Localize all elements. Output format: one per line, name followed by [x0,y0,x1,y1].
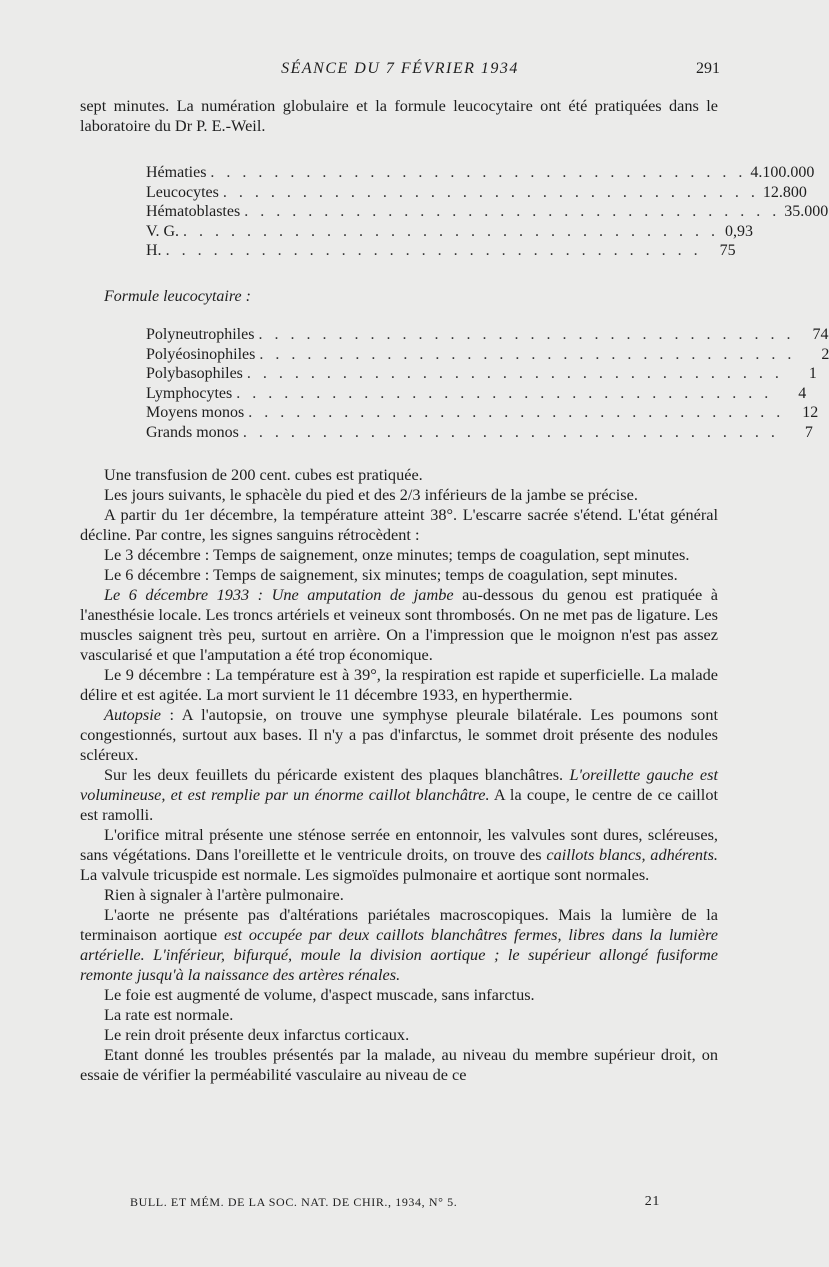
paragraph: Les jours suivants, le sphacèle du pied et des 2/3 inférieurs de la jambe se précise. [104,485,638,504]
paragraph: Le 3 décembre : Temps de saignement, onze minutes; temps de coagulation, sept minutes. [104,545,690,564]
row-label: Leucocytes [146,183,219,201]
table-row [146,241,736,261]
row-value: 4.100.000 [750,164,815,181]
table-row [146,202,829,222]
paragraph-text: L'orifice mitral présente une sténose serrée en entonnoir, les valvules sont dures, scléreuses, sans végétations. Dans l'oreillette et le ventricule droits, on trouve des [80,825,718,864]
formule-heading: Formule leucocytaire : [104,288,251,305]
leader-dots: . . . . . . . . . . . . . . . . . . . . . . . . . . . . . . . . . . [258,326,795,343]
header-title: SÉANCE DU 7 FÉVRIER 1934 [281,60,519,77]
paragraph: A partir du 1er décembre, la température atteint 38°. L'escarre sacrée s'étend. L'état général décline. Par contre, les signes sanguins rétrocèdent : [80,505,718,544]
leader-dots: . . . . . . . . . . . . . . . . . . . . . . . . . . . . . . . . . . [246,365,783,383]
leader-dots: . . . . . . . . . . . . . . . . . . . . . . . . . . . . . . . . . . [242,423,779,441]
paragraph-text: Sur les deux feuillets du péricarde existent des plaques blanchâtres. [104,765,570,784]
intro-text: sept minutes. La numération globulaire et la formule leucocytaire ont été pratiquées dans le laboratoire du Dr P. E.-Weil. [80,96,718,135]
leader-dots: . . . . . . . . . . . . . . . . . . . . . . . . . . . . . . . . . . [210,164,747,181]
row-value: 2 [821,345,829,363]
row-label: Polyéosinophiles [146,345,256,363]
table-row [146,222,754,242]
page-number: 291 [696,60,720,77]
paragraph [80,765,718,825]
row-label: Moyens monos [146,404,245,422]
row-label: Grands monos [146,423,239,441]
paragraph: Etant donné les troubles présentés par la malade, au niveau du membre supérieur droit, on essaie de vérifier la perméabilité vasculaire au niveau de ce [80,1045,718,1084]
table-row [146,384,807,404]
row-value: 12 [802,404,819,422]
intro-paragraph [80,96,718,136]
leader-dots: . . . . . . . . . . . . . . . . . . . . . . . . . . . . . . . . . . [236,384,773,402]
paragraph: La rate est normale. [104,1005,234,1024]
paragraph [80,585,718,665]
italic-phrase: est occupée par deux caillots blanchâtres fermes, libres dans la lumière artérielle. L'inférieur, bifurqué, moule la division aortique ; le supérieur allongé fusiforme remonte jusqu'à la naissance des artères rénales. [80,925,719,984]
row-value: 1 [808,365,817,383]
table-row [146,403,819,423]
running-header [80,60,720,82]
paragraph-text: La valvule tricuspide est normale. Les sigmoïdes pulmonaire et aortique sont normales. [80,865,650,884]
row-value: 12.800 [762,183,807,201]
table-row [146,345,829,365]
row-value: 0,93 [725,222,754,240]
main-text [80,465,718,1085]
blood-count-table [146,163,829,261]
row-label: Hématies [146,164,207,181]
journal-reference: BULL. ET MÉM. DE LA SOC. NAT. DE CHIR., 1934, N° 5. [130,1195,458,1209]
italic-phrase: Une amputation de jambe [271,585,454,604]
row-value: 7 [804,423,813,441]
paragraph: Une transfusion de 200 cent. cubes est pratiquée. [104,465,423,484]
row-label: Lymphocytes [146,384,233,402]
leader-dots: . . . . . . . . . . . . . . . . . . . . . . . . . . . . . . . . . . [222,183,759,201]
italic-phrase: L'oreillette gauche est volumineuse, et est remplie par un énorme caillot blanchâtre. [80,765,718,804]
paragraph: Le 9 décembre : La température est à 39°, la respiration est rapide et superficielle. La malade délire et est agitée. La mort survient le 11 décembre 1933, en hyperthermie. [80,665,718,704]
leader-dots: . . . . . . . . . . . . . . . . . . . . . . . . . . . . . . . . . . [248,404,785,422]
paragraph [80,825,718,885]
row-label: H. [146,242,162,260]
paragraph: Le rein droit présente deux infarctus corticaux. [104,1025,410,1044]
leader-dots: . . . . . . . . . . . . . . . . . . . . . . . . . . . . . . . . . . [165,242,702,260]
table-row [146,183,807,203]
page-footer [130,1195,660,1215]
paragraph [80,705,718,765]
paragraph [80,905,718,985]
leukocyte-formula-table [146,325,829,443]
row-label: V. G. [146,222,180,240]
table-row [146,163,815,183]
table-row [146,325,829,345]
paragraph-text: au-dessous du genou est pratiquée à l'anesthésie locale. Les troncs artériels et veineux sont thrombosés. On ne met pas de ligature. Les muscles saignent très peu, surtout en arrière. On a l'impression que le moignon n'est pas assez vascularisé et que l'amputation a été trop économique. [80,585,718,664]
paragraph-text: A la coupe, le centre de ce caillot est ramolli. [80,785,718,824]
row-value: 35.000 [784,203,829,221]
row-value: 4 [798,384,807,402]
paragraph-text: L'aorte ne présente pas d'altérations pariétales macroscopiques. Mais la lumière de la terminaison aortique [80,905,718,944]
row-value: 75 [719,242,736,260]
table-row [146,364,817,384]
row-label: Hématoblastes [146,203,241,221]
row-value: 74 [812,326,829,343]
row-label: Polybasophiles [146,365,243,383]
signature-mark: 21 [644,1194,660,1209]
paragraph: Le foie est augmenté de volume, d'aspect muscade, sans infarctus. [104,985,535,1004]
leader-dots: . . . . . . . . . . . . . . . . . . . . . . . . . . . . . . . . . . [244,203,781,221]
leader-dots: . . . . . . . . . . . . . . . . . . . . . . . . . . . . . . . . . . [183,222,720,240]
paragraph-text: : A l'autopsie, on trouve une symphyse pleurale bilatérale. Les poumons sont congestionnés, surtout aux bases. Il n'y a pas d'infarctus, le sommet droit présente des nodules scléreux. [80,705,718,764]
autopsy-label: Autopsie [104,705,161,724]
paragraph: Le 6 décembre : Temps de saignement, six minutes; temps de coagulation, sept minutes. [104,565,678,584]
row-label: Polyneutrophiles [146,326,255,343]
paragraph: Rien à signaler à l'artère pulmonaire. [104,885,344,904]
italic-phrase: caillots blancs, adhérents. [546,845,718,864]
table-row [146,423,813,443]
leader-dots: . . . . . . . . . . . . . . . . . . . . . . . . . . . . . . . . . . [259,345,796,363]
date-label: Le 6 décembre 1933 : [104,585,264,604]
